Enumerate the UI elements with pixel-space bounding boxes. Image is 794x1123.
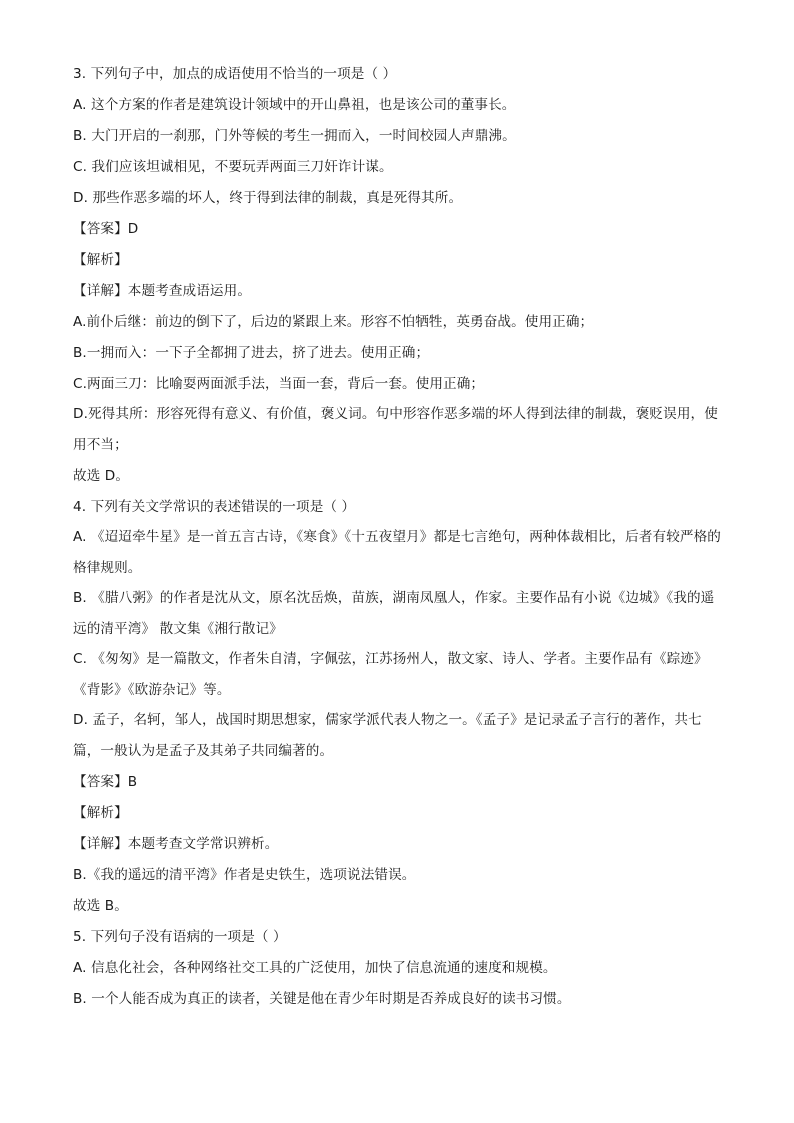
question-3-analysis-label: 【解析】 (73, 252, 128, 268)
question-4-option-b: B. 《腊八粥》的作者是沈从文，原名沈岳焕，苗族，湖南凤凰人，作家。主要作品有小说《边城》《我的遥远的清平湾》 散文集《湘行散记》 (73, 590, 715, 637)
document-body (73, 64, 723, 1020)
question-4-option-a: A. 《迢迢牵牛星》是一首五言古诗，《寒食》《十五夜望月》都是七言绝句，两种体裁相比，后者有较严格的格律规则。 (73, 529, 722, 576)
question-3-detail-a: A.前仆后继：前边的倒下了，后边的紧跟上来。形容不怕牺牲，英勇奋战。使用正确； (73, 314, 594, 330)
question-4-conclusion: 故选 B。 (73, 898, 128, 914)
question-3-detail-d: D.死得其所：形容死得有意义、有价值，褒义词。句中形容作恶多端的坏人得到法律的制裁，褒贬误用，使用不当； (73, 406, 718, 453)
question-4-answer: 【答案】B (73, 774, 138, 790)
question-3-detail: 【详解】本题考查成语运用。 (73, 283, 252, 299)
question-3-detail-c: C.两面三刀：比喻耍两面派手法，当面一套，背后一套。使用正确； (73, 376, 485, 392)
question-3-conclusion: 故选 D。 (73, 468, 130, 484)
question-3-answer: 【答案】D (73, 221, 139, 237)
question-3-detail-b: B.一拥而入：一下子全都拥了进去，挤了进去。使用正确； (73, 345, 430, 361)
question-5-option-a: A. 信息化社会，各种网络社交工具的广泛使用，加快了信息流通的速度和规模。 (73, 960, 557, 976)
question-4-option-c: C. 《匆匆》是一篇散文，作者朱自清，字佩弦，江苏扬州人，散文家、诗人、学者。主要作品有《踪迹》《背影》《欧游杂记》等。 (73, 651, 708, 698)
question-5-stem: 5. 下列句子没有语病的一项是（ ） (73, 929, 287, 945)
question-3-stem: 3. 下列句子中，加点的成语使用不恰当的一项是（ ） (73, 66, 397, 82)
question-4-stem: 4. 下列有关文学常识的表述错误的一项是（ ） (73, 499, 356, 515)
question-3-option-b: B. 大门开启的一刹那，门外等候的考生一拥而入，一时间校园人声鼎沸。 (73, 128, 516, 144)
question-3-option-a: A. 这个方案的作者是建筑设计领域中的开山鼻祖，也是该公司的董事长。 (73, 97, 516, 113)
question-4-option-d: D. 孟子，名轲，邹人，战国时期思想家，儒家学派代表人物之一。《孟子》是记录孟子言行的著作，共七篇，一般认为是孟子及其弟子共同编著的。 (73, 712, 702, 759)
question-5-option-b: B. 一个人能否成为真正的读者，关键是他在青少年时期是否养成良好的读书习惯。 (73, 991, 571, 1007)
question-3-option-d: D. 那些作恶多端的坏人，终于得到法律的制裁，真是死得其所。 (73, 190, 463, 206)
question-3-option-c: C. 我们应该坦诚相见，不要玩弄两面三刀奸诈计谋。 (73, 159, 393, 175)
question-4-detail: 【详解】本题考查文学常识辨析。 (73, 836, 279, 852)
question-4-detail-b: B.《我的遥远的清平湾》作者是史铁生，选项说法错误。 (73, 867, 416, 883)
question-4-analysis-label: 【解析】 (73, 805, 128, 821)
